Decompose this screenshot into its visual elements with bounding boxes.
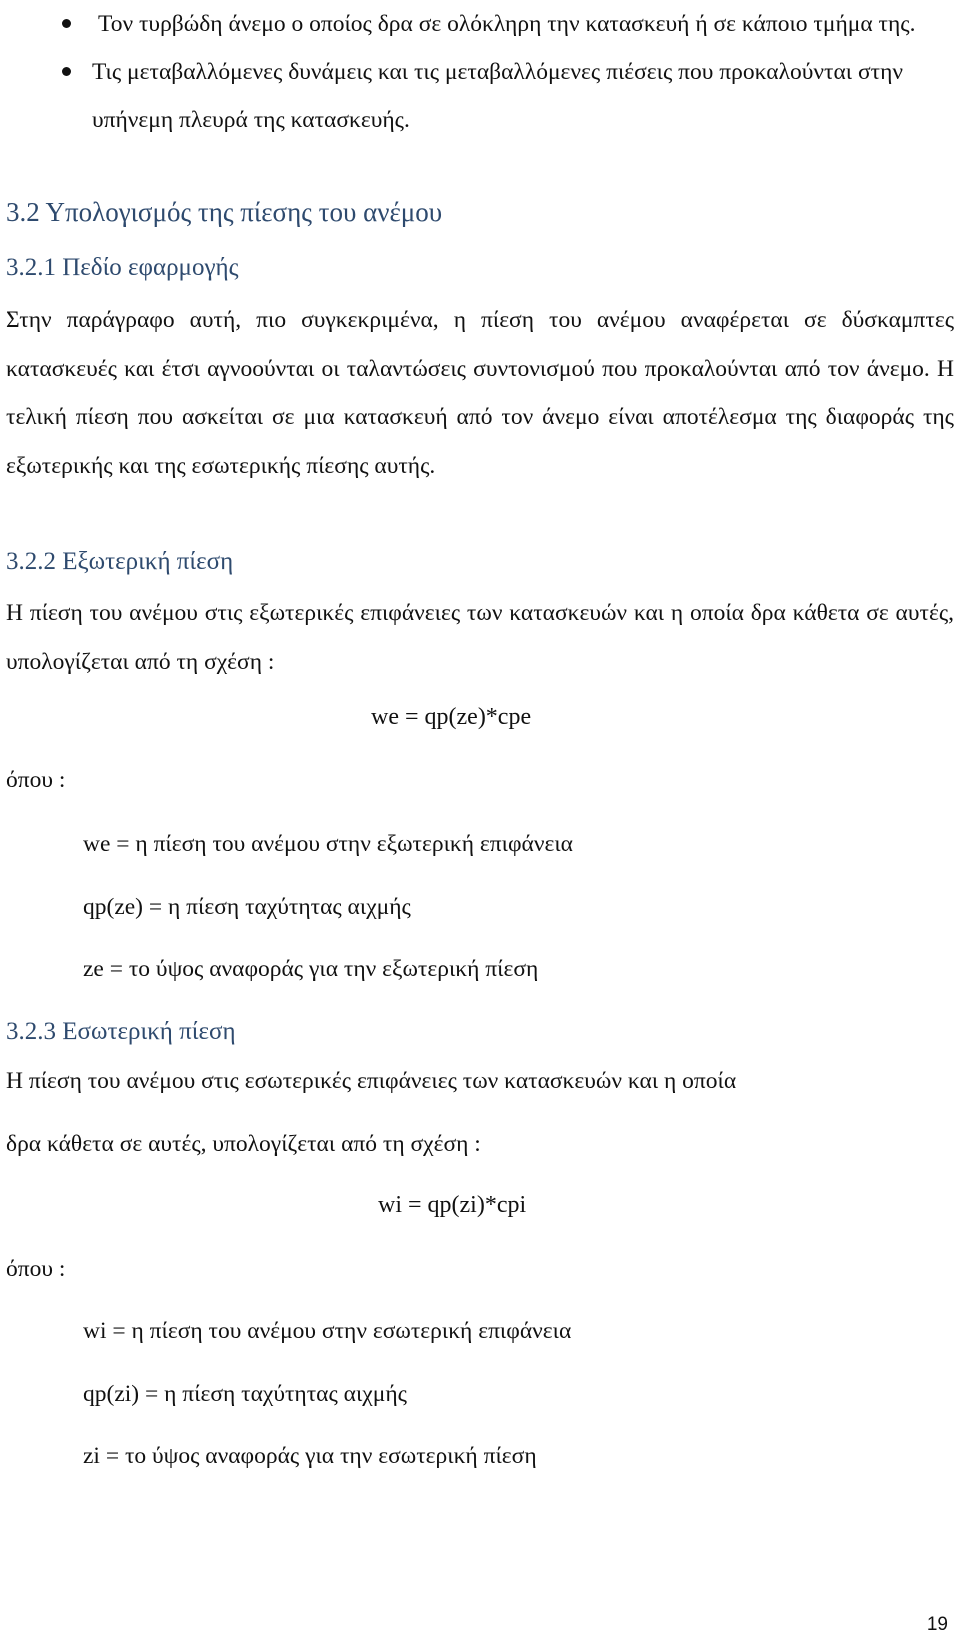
- where-label: όπου :: [6, 1256, 66, 1282]
- definition-we: we = η πίεση του ανέμου στην εξωτερική επιφάνεια: [83, 831, 573, 857]
- paragraph-internal-pressure-line2: δρα κάθετα σε αυτές, υπολογίζεται από τη σχέση :: [6, 1131, 481, 1157]
- bullet-dot-icon: [62, 67, 71, 76]
- bullet-dot-icon: [62, 19, 71, 28]
- definition-ze: ze = το ύψος αναφοράς για την εξωτερική πίεση: [83, 956, 539, 982]
- bullet-text: Τις μεταβαλλόμενες δυνάμεις και τις μεταβαλλόμενες πιέσεις που προκαλούνται στην υπήνεμη πλευρά της κατασκευής.: [92, 59, 903, 133]
- bullet-item: [0, 0, 960, 48]
- formula-external-pressure: we = qp(ze)*cpe: [371, 704, 532, 730]
- section-heading-3-2-3: 3.2.3 Εσωτερική πίεση: [6, 1018, 236, 1045]
- where-label: όπου :: [6, 767, 66, 793]
- paragraph-scope: Στην παράγραφο αυτή, πιο συγκεκριμένα, η πίεση του ανέμου αναφέρεται σε δύσκαμπτες κατασκευές και έτσι αγνοούνται οι ταλαντώσεις συντονισμού που προκαλούνται από τον άνεμο. Η τελική πίεση που ασκείται σε μια κατασκευή από τον άνεμο είναι αποτέλεσμα της διαφοράς της εξωτερικής και της εσωτερικής πίεσης αυτής.: [6, 307, 954, 479]
- paragraph-external-pressure: Η πίεση του ανέμου στις εξωτερικές επιφάνειες των κατασκευών και η οποία δρα κάθετα σε αυτές, υπολογίζεται από τη σχέση :: [6, 600, 954, 675]
- section-heading-3-2-2: 3.2.2 Εξωτερική πίεση: [6, 548, 234, 575]
- paragraph-internal-pressure-line1: Η πίεση του ανέμου στις εσωτερικές επιφάνειες των κατασκευών και η οποία: [6, 1068, 737, 1094]
- definition-zi: zi = το ύψος αναφοράς για την εσωτερική πίεση: [83, 1443, 537, 1469]
- formula-internal-pressure: wi = qp(zi)*cpi: [378, 1192, 527, 1218]
- definition-qp-zi: qp(zi) = η πίεση ταχύτητας αιχμής: [83, 1381, 407, 1407]
- section-heading-3-2: 3.2 Υπολογισμός της πίεσης του ανέμου: [6, 197, 443, 227]
- bullet-item: [0, 48, 960, 144]
- bullet-list: [0, 0, 960, 144]
- definition-wi: wi = η πίεση του ανέμου στην εσωτερική επιφάνεια: [83, 1318, 572, 1344]
- page-number: 19: [926, 1614, 948, 1635]
- bullet-text: Τον τυρβώδη άνεμο ο οποίος δρα σε ολόκληρη την κατασκευή ή σε κάποιο τμήμα της.: [98, 11, 916, 37]
- definition-qp-ze: qp(ze) = η πίεση ταχύτητας αιχμής: [83, 894, 411, 920]
- section-heading-3-2-1: 3.2.1 Πεδίο εφαρμογής: [6, 254, 239, 281]
